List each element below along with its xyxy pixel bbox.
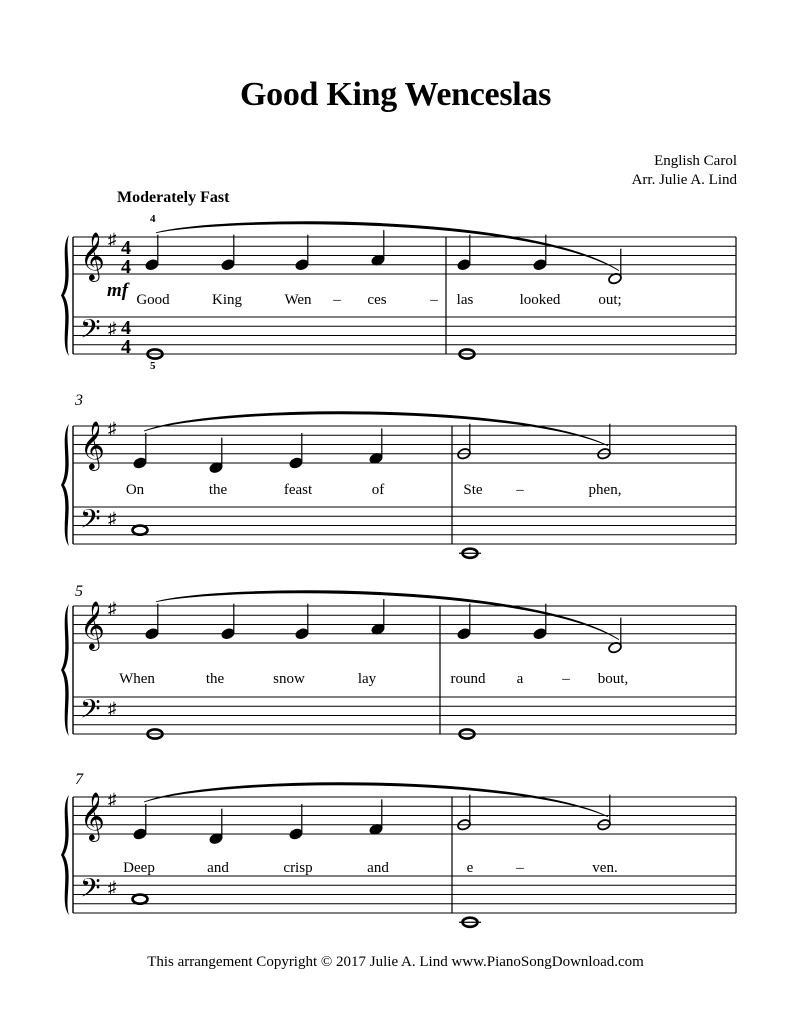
lyric-syllable: and xyxy=(207,860,229,876)
time-signature-bottom: 4 xyxy=(121,256,131,278)
quarter-note xyxy=(295,258,310,271)
bass-clef: 𝄢 xyxy=(80,694,101,730)
quarter-note xyxy=(221,258,236,271)
fingering-number: 5 xyxy=(150,360,156,372)
whole-note xyxy=(133,526,148,535)
quarter-note xyxy=(221,627,236,640)
key-signature-sharp: ♯ xyxy=(108,319,117,338)
time-signature-bottom: 4 xyxy=(121,336,131,358)
lyric-syllable: King xyxy=(212,292,242,308)
lyric-hyphen: – xyxy=(562,671,570,687)
measure-number: 7 xyxy=(75,771,83,788)
bass-clef: 𝄢 xyxy=(80,504,101,540)
key-signature-sharp: ♯ xyxy=(108,699,117,718)
lyric-syllable: round xyxy=(450,671,486,687)
measure-number: 3 xyxy=(75,392,83,409)
measure-number: 5 xyxy=(75,583,83,600)
lyric-hyphen: – xyxy=(516,860,524,876)
lyric-syllable: When xyxy=(119,671,155,687)
lyric-syllable: ven. xyxy=(592,860,618,876)
lyric-hyphen: – xyxy=(333,292,341,308)
phrase-slur xyxy=(144,412,608,446)
arranger-credit: Arr. Julie A. Lind xyxy=(631,172,737,188)
lyric-syllable: e xyxy=(466,860,474,876)
brace xyxy=(61,795,69,915)
lyric-syllable: bout, xyxy=(597,671,629,687)
quarter-note xyxy=(533,627,548,640)
lyric-hyphen: – xyxy=(516,482,524,498)
lyric-syllable: looked xyxy=(519,292,561,308)
quarter-note xyxy=(295,627,310,640)
dynamic-marking: mf xyxy=(107,280,129,301)
fingering-number: 4 xyxy=(150,213,156,225)
quarter-note xyxy=(133,457,148,470)
lyric-syllable: the xyxy=(208,482,228,498)
key-signature-sharp: ♯ xyxy=(108,509,117,528)
whole-note xyxy=(133,895,148,904)
lyric-syllable: snow xyxy=(273,671,305,687)
brace xyxy=(61,424,69,546)
quarter-note xyxy=(133,828,148,841)
quarter-note xyxy=(457,258,472,271)
treble-clef: 𝄞 xyxy=(80,423,105,469)
bass-clef: 𝄢 xyxy=(80,873,101,909)
bass-clef: 𝄢 xyxy=(80,314,101,350)
lyric-syllable: and xyxy=(367,860,389,876)
key-signature-sharp: ♯ xyxy=(108,878,117,897)
key-signature-sharp: ♯ xyxy=(108,790,117,809)
quarter-note xyxy=(289,457,304,470)
lyric-syllable: out; xyxy=(598,292,622,308)
quarter-note xyxy=(145,258,160,271)
treble-clef: 𝄞 xyxy=(80,794,105,840)
brace xyxy=(61,604,69,736)
treble-clef: 𝄞 xyxy=(80,603,105,649)
tempo-marking: Moderately Fast xyxy=(117,189,230,206)
lyric-syllable: ces xyxy=(367,292,387,308)
quarter-note xyxy=(457,627,472,640)
lyric-syllable: crisp xyxy=(283,860,313,876)
copyright-footer: This arrangement Copyright © 2017 Julie A. Lind www.PianoSongDownload.com xyxy=(147,954,644,970)
quarter-note xyxy=(533,258,548,271)
lyric-hyphen: – xyxy=(430,292,438,308)
lyric-syllable: On xyxy=(125,482,145,498)
composer-credit: English Carol xyxy=(654,153,737,169)
brace xyxy=(61,235,69,356)
page-title: Good King Wenceslas xyxy=(239,76,552,113)
lyric-syllable: Deep xyxy=(123,860,155,876)
lyric-syllable: of xyxy=(371,482,385,498)
lyric-syllable: lay xyxy=(357,671,377,687)
phrase-slur xyxy=(144,783,608,817)
key-signature-sharp: ♯ xyxy=(108,419,117,438)
lyric-syllable: phen, xyxy=(588,482,622,498)
lyric-syllable: Wen xyxy=(284,292,312,308)
time-signature-top: 4 xyxy=(121,237,131,259)
lyric-syllable: las xyxy=(456,292,474,308)
key-signature-sharp: ♯ xyxy=(108,599,117,618)
time-signature-top: 4 xyxy=(121,317,131,339)
lyric-syllable: a xyxy=(516,671,524,687)
lyric-syllable: the xyxy=(205,671,225,687)
lyric-syllable: Good xyxy=(136,292,170,308)
quarter-note xyxy=(145,627,160,640)
lyric-syllable: feast xyxy=(283,482,313,498)
lyric-syllable: Ste xyxy=(463,482,483,498)
quarter-note xyxy=(289,828,304,841)
treble-clef: 𝄞 xyxy=(80,234,105,280)
key-signature-sharp: ♯ xyxy=(108,230,117,249)
